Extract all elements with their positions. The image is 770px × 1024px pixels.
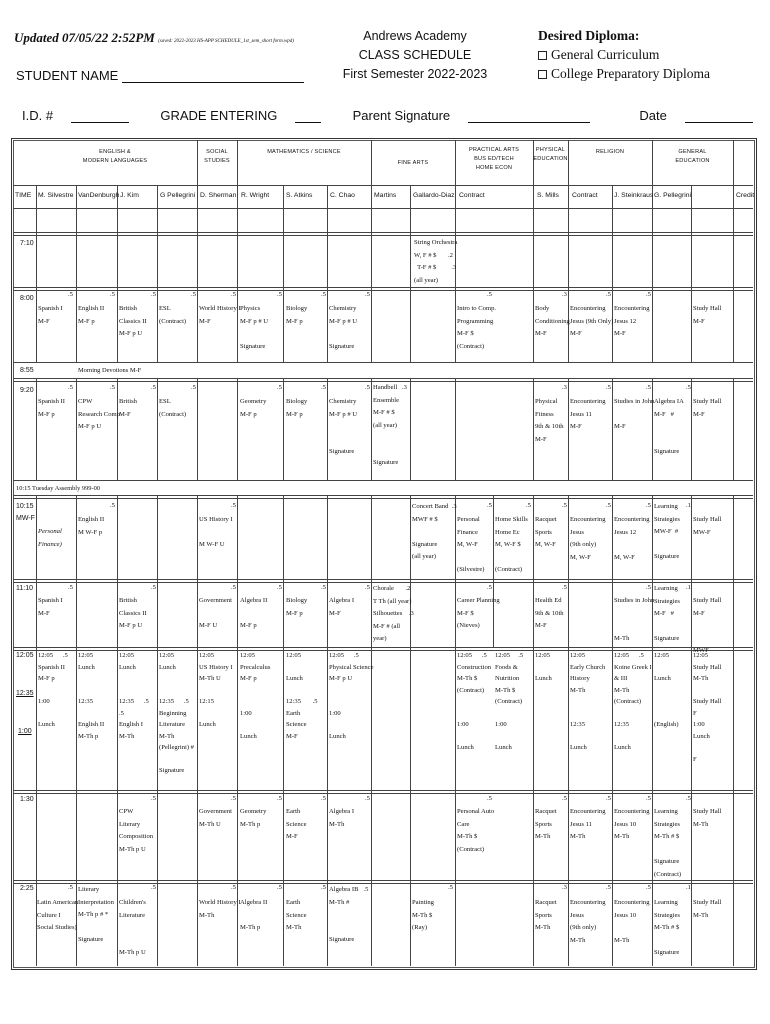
credit-mark: .5	[277, 584, 282, 591]
teacher-contract-2: Contract	[572, 192, 598, 199]
group-english: ENGLISH & MODERN LANGUAGES	[82, 149, 148, 164]
credit-mark: .5	[321, 584, 326, 591]
course-biology-2[interactable]: Biology M-F p	[286, 398, 308, 418]
updated-text: Updated 07/05/22 2:52PM	[14, 30, 155, 45]
time-1235: 12:35	[16, 690, 34, 697]
course-geometry[interactable]: Geometry M-F p	[240, 398, 267, 418]
course-personal-finance[interactable]: Personal Finance M, W-F (Silvestre)	[457, 516, 485, 573]
time-855: 8:55	[20, 367, 34, 374]
group-general-education: GENERAL EDUCATION	[675, 149, 710, 164]
credit-mark: .5	[191, 384, 196, 391]
time-710: 7:10	[20, 240, 34, 247]
morning-devotions: Morning Devotions M-F	[78, 367, 142, 374]
course-biology-3[interactable]: Biology M-F p	[286, 597, 308, 617]
teacher-martins: Martins	[374, 192, 397, 199]
course-world-history-pm[interactable]: World History I M-Th	[199, 899, 241, 919]
group-practical-arts: PRACTICAL ARTS BUS ED/TECH HOME ECON	[468, 147, 520, 171]
course-learning-strategies-3[interactable]: Learning Strategies M-Th # $ Signature (Contract)	[654, 808, 682, 878]
group-religion: RELIGION	[595, 149, 625, 155]
credit-mark: .5	[606, 384, 611, 391]
course-earth-science-pm[interactable]: Earth Science M-Th	[286, 899, 307, 931]
course-world-history[interactable]: World History I M-F	[199, 305, 241, 325]
credit-mark: .5	[448, 884, 453, 891]
credit-mark: .5	[191, 291, 196, 298]
credit-mark: .5	[487, 584, 492, 591]
course-encountering-jesus-9b[interactable]: Encountering Jesus (9th only) M, W-F	[570, 516, 606, 561]
student-name-field[interactable]: STUDENT NAME	[16, 68, 304, 83]
course-encountering-jesus-12b[interactable]: Encountering Jesus 12 M, W-F	[614, 516, 650, 561]
credit-mark: .5	[151, 884, 156, 891]
course-algebra-1b[interactable]: Algebra IB .5 M-Th # Signature	[329, 886, 369, 943]
col-credit: Credit	[736, 192, 755, 199]
course-chemistry-2[interactable]: Chemistry M-F p # U Signature	[329, 398, 358, 455]
credit-mark: .5	[526, 502, 531, 509]
course-literary-interpretation[interactable]: Literary Interpretation M-Th p # * Signature	[78, 886, 114, 943]
course-algebra-1-pm[interactable]: Algebra I M-Th	[329, 808, 355, 828]
course-encountering-jesus-9c[interactable]: Encountering Jesus (9th only) M-Th	[570, 899, 606, 944]
course-study-hall-4[interactable]: Study Hall M-F MWF	[693, 597, 722, 654]
course-british-classics-2[interactable]: British Classics II M-F p U	[119, 597, 147, 629]
col-time: TIME	[15, 192, 32, 199]
time-1205: 12:05	[16, 652, 34, 659]
course-learning-strategies-4[interactable]: Learning Strategies M-Th # $ Signature	[654, 899, 681, 956]
course-earth-science-noon[interactable]: 12:05 Lunch 12:35 .5 Earth Science M-F	[286, 652, 318, 740]
credit-mark: .1	[686, 502, 691, 509]
credit-mark: .5	[646, 584, 651, 591]
credit-mark: .5	[562, 584, 567, 591]
course-algebra-2-pm[interactable]: Algebra II M-Th p	[240, 899, 268, 931]
course-cpw-research[interactable]: CPW Research Comp M-F p U	[78, 398, 120, 430]
credit-mark: .5	[110, 291, 115, 298]
course-spanish-2-noon[interactable]: 12:05 .5 Spanish II M-F p 1:00 Lunch	[38, 652, 68, 728]
course-encountering-jesus-11b[interactable]: Encountering Jesus 11 M-Th	[570, 808, 606, 840]
credit-mark: .5	[231, 884, 236, 891]
credit-mark: .5	[277, 795, 282, 802]
updated-stamp	[14, 30, 294, 46]
diploma-college-prep[interactable]: College Preparatory Diploma	[538, 64, 710, 83]
course-studies-in-john[interactable]: Studies in John M-F	[614, 398, 655, 430]
course-childrens-literature[interactable]: Children's Literature M-Th p U	[119, 899, 146, 956]
course-encountering-jesus-11[interactable]: Encountering Jesus 11 M-F	[570, 398, 606, 430]
credit-mark: .5	[686, 795, 691, 802]
credit-mark: .5	[646, 884, 651, 891]
course-racquet-sports[interactable]: Racquet Sports M, W-F	[535, 516, 557, 548]
credit-mark: .5	[646, 291, 651, 298]
course-us-history[interactable]: US History I M W-F U	[199, 516, 233, 548]
credit-mark: .5	[231, 584, 236, 591]
time-1015-days: MW-F	[16, 515, 35, 522]
credit-mark: .5	[277, 291, 282, 298]
credit-mark: .5	[277, 384, 282, 391]
teacher-silvestre: M. Silvestre	[38, 192, 74, 199]
grade-field[interactable]: GRADE ENTERING	[160, 108, 335, 123]
course-home-skills[interactable]: Home Skills Home Ec M, W-F $ (Contract)	[495, 516, 528, 573]
credit-mark: .5	[606, 884, 611, 891]
course-studies-in-john-2[interactable]: Studies in John M-Th	[614, 597, 655, 642]
course-physical-science[interactable]: 12:05 .5 Physical Science M-F p U 1:00 Lunch	[329, 652, 374, 740]
course-spanish-1b[interactable]: Spanish I M-F	[38, 597, 63, 617]
course-body-conditioning[interactable]: Body Conditioning M-F	[535, 305, 570, 337]
time-225: 2:25	[20, 885, 34, 892]
teacher-gallardo-diaz: Gallardo-Diaz	[413, 192, 455, 199]
credit-mark: .5	[277, 884, 282, 891]
checkbox[interactable]	[538, 70, 547, 79]
credit-mark: .5	[487, 502, 492, 509]
course-spanish-1[interactable]: Spanish I M-F	[38, 305, 63, 325]
teacher-contract: Contract	[459, 192, 485, 199]
credit-mark: .5	[68, 884, 73, 891]
parent-signature-field[interactable]: Parent Signature	[353, 108, 604, 123]
course-string-orchestra[interactable]: String Orchestra W, F # $ .2 T-F # $ .3 (all year)	[414, 239, 458, 284]
course-study-hall-2[interactable]: Study Hall M-F	[693, 398, 722, 418]
credit-mark: .5	[231, 795, 236, 802]
date-field[interactable]: Date	[639, 108, 766, 123]
course-lunch-gen[interactable]: 12:05 Lunch (English)	[654, 652, 679, 728]
credit-mark: .5	[562, 502, 567, 509]
credit-mark: .5	[365, 291, 370, 298]
credit-mark: .5	[686, 384, 691, 391]
course-racquet-sports-2[interactable]: Racquet Sports M-Th	[535, 808, 557, 840]
course-us-history-noon[interactable]: 12:05 US History I M-Th U 12:15 Lunch	[199, 652, 233, 728]
course-algebra-1[interactable]: Algebra I M-F	[329, 597, 355, 617]
diploma-options	[538, 26, 710, 83]
checkbox[interactable]	[538, 51, 547, 60]
teacher-pellegrini-2: G. Pellegrini	[654, 192, 692, 199]
course-career-planning[interactable]: Career Planning M-F $ (Nieves)	[457, 597, 500, 629]
credit-mark: .5	[321, 291, 326, 298]
credit-mark: .3	[562, 291, 567, 298]
credit-mark: .5	[151, 291, 156, 298]
credit-mark: .5	[110, 384, 115, 391]
course-health-ed[interactable]: Health Ed 9th & 10th M-F	[535, 597, 564, 629]
credit-mark: .3	[562, 384, 567, 391]
course-english-2-mwf[interactable]: English II M W-F p	[78, 516, 105, 536]
credit-mark: .5	[68, 584, 73, 591]
course-personal-auto-care[interactable]: Personal Auto Care M-Th $ (Contract)	[457, 808, 495, 853]
time-800: 8:00	[20, 295, 34, 302]
teacher-pellegrini: G Pellegrini	[160, 192, 196, 199]
diploma-title: Desired Diploma:	[538, 28, 640, 43]
credit-mark: .1	[686, 884, 691, 891]
credit-mark: .5	[365, 795, 370, 802]
credit-mark: .5	[110, 502, 115, 509]
course-english-2[interactable]: English II M-F p	[78, 305, 105, 325]
credit-mark: .5	[151, 795, 156, 802]
credit-mark: .5	[487, 795, 492, 802]
group-physical-education: PHYSICAL EDUCATION	[533, 147, 568, 162]
student-name-line[interactable]	[122, 70, 304, 83]
id-row	[22, 108, 770, 123]
course-spanish-2[interactable]: Spanish II M-F p	[38, 398, 65, 418]
time-100: 1:00	[18, 728, 32, 735]
teacher-sherman: D. Sherman	[200, 192, 237, 199]
course-earth-science[interactable]: Earth Science M-F	[286, 808, 307, 840]
course-latin-american-culture[interactable]: Latin American Culture I Social Studies)	[37, 899, 79, 931]
credit-mark: .5	[606, 291, 611, 298]
group-math-science: MATHEMATICS / SCIENCE	[267, 149, 341, 155]
course-encountering-jesus-10b[interactable]: Encountering Jesus 10 M-Th	[614, 899, 650, 944]
credit-mark: .3	[402, 384, 407, 391]
time-1015: 10:15	[16, 503, 34, 510]
course-british[interactable]: British M-F	[119, 398, 137, 418]
course-esl-2[interactable]: ESL (Contract)	[159, 398, 187, 418]
credit-mark: .5	[151, 384, 156, 391]
credit-mark: .5	[68, 291, 73, 298]
credit-mark: .3	[562, 884, 567, 891]
teacher-vandenburgh: VanDenburgh	[78, 192, 120, 199]
credit-mark: .1	[686, 584, 691, 591]
teacher-mills: S. Mills	[537, 192, 559, 199]
course-study-hall-noon[interactable]: 12:05 Study Hall M-Th Study Hall F 1:00 Lunch F	[693, 652, 722, 763]
saved-file: (saved: 2022-2023 HS-APP SCHEDULE_1st_sem_short form.wpd)	[158, 39, 294, 44]
course-algebra-1a[interactable]: Algebra IA M-F # Signature	[654, 398, 684, 455]
course-intro-comp[interactable]: Intro to Comp. Programming M-F $ (Contract)	[457, 305, 497, 350]
group-social-studies: SOCIAL STUDIES	[204, 149, 230, 164]
course-racquet-sports-3[interactable]: Racquet Sports M-Th	[535, 899, 557, 931]
teacher-steinkraus: J. Steinkraus	[614, 192, 654, 199]
tuesday-assembly: 10:15 Tuesday Assembly 999-00	[16, 485, 100, 492]
course-chemistry[interactable]: Chemistry M-F p # U Signature	[329, 305, 358, 350]
credit-mark: .5	[231, 291, 236, 298]
time-920: 9:20	[20, 387, 34, 394]
time-1110: 11:10	[16, 585, 33, 592]
course-construction[interactable]: 12:05 .5 Construction M-Th $ (Contract) 1:00 Lunch	[457, 652, 492, 751]
doc-title: CLASS SCHEDULE	[358, 48, 472, 62]
course-encountering-jesus-12[interactable]: Encountering Jesus 12 M-F	[614, 305, 650, 337]
course-beginning-literature[interactable]: 12:05 Lunch 12:35 .5 Beginning Literature M-Th (Pellegrini) # Signature	[159, 652, 194, 774]
course-early-church-history[interactable]: 12:05 Early Church History M-Th 12:35 Lunch	[570, 652, 606, 751]
credit-mark: .5	[646, 502, 651, 509]
course-geometry-2[interactable]: Geometry M-Th p	[240, 808, 267, 828]
course-painting[interactable]: Painting M-Th $ (Ray)	[412, 899, 434, 931]
teacher-chao: C. Chao	[330, 192, 355, 199]
diploma-general[interactable]: General Curriculum	[538, 45, 710, 64]
course-foods-nutrition[interactable]: 12:05 .5 Foods & Nutrition M-Th $ (Contract) 1:00 Lunch	[495, 652, 524, 751]
course-esl[interactable]: ESL (Contract)	[159, 305, 187, 325]
course-biology[interactable]: Biology M-F p	[286, 305, 308, 325]
course-learning-strategies-2[interactable]: Learning Strategies M-F # Signature	[654, 585, 681, 642]
group-fine-arts: FINE ARTS	[397, 160, 429, 166]
course-concert-band[interactable]: Concert Band .3 MWF # $ Signature (all year)	[412, 503, 457, 560]
credit-mark: .5	[606, 502, 611, 509]
credit-mark: .5	[321, 795, 326, 802]
course-handbell[interactable]: Handbell Ensemble M-F # $ (all year) Signature	[373, 384, 400, 466]
credit-mark: .5	[365, 384, 370, 391]
course-english-2-noon[interactable]: 12:05 Lunch 12:35 English II M-Th p	[78, 652, 105, 740]
credit-mark: .5	[321, 384, 326, 391]
course-lunch-pe[interactable]: 12:05 Lunch	[535, 652, 552, 682]
course-physical-fitness[interactable]: Physical Fitness 9th & 10th M-F	[535, 398, 564, 443]
credit-mark: .5	[321, 884, 326, 891]
course-physics[interactable]: Physics M-F p # U Signature	[240, 305, 269, 350]
course-english-1-noon[interactable]: 12:05 Lunch 12:35 .5 .5 English I M-Th	[119, 652, 149, 740]
credit-mark: .5	[562, 795, 567, 802]
course-learning-strategies[interactable]: Learning Strategies MW-F # Signature	[654, 503, 681, 560]
credit-mark: .5	[646, 384, 651, 391]
course-government-2[interactable]: Government M-Th U	[199, 808, 232, 828]
course-government[interactable]: Government M-F U	[199, 597, 232, 629]
credit-mark: .5	[646, 795, 651, 802]
credit-mark: .5	[231, 502, 236, 509]
school-name: Andrews Academy	[363, 29, 467, 43]
teacher-kim: J. Kim	[120, 192, 139, 199]
course-chorale[interactable]: Chorale .2 T Th (all year) Silhouettes .3 M-F # (all year)	[373, 585, 414, 642]
course-algebra-2[interactable]: Algebra II M-F p	[240, 597, 268, 629]
credit-mark: .5	[151, 584, 156, 591]
credit-mark: .5	[68, 384, 73, 391]
term-title: First Semester 2022-2023	[342, 67, 488, 81]
teacher-atkins: S. Atkins	[286, 192, 313, 199]
course-study-hall-6[interactable]: Study Hall M-Th	[693, 899, 722, 919]
course-study-hall[interactable]: Study Hall M-F	[693, 305, 722, 325]
course-cpw-literary[interactable]: CPW Literary Composition M-Th p U	[119, 808, 154, 853]
teacher-wright: R. Wright	[241, 192, 270, 199]
course-encountering-jesus-9[interactable]: Encountering Jesus (9th Only) M-F	[570, 305, 614, 337]
id-field[interactable]: I.D. #	[22, 108, 143, 123]
time-130: 1:30	[20, 796, 34, 803]
course-precalculus[interactable]: 12:05 Precalculus M-F p 1:00 Lunch	[240, 652, 271, 740]
course-study-hall-5[interactable]: Study Hall M-Th	[693, 808, 722, 828]
course-british-classics[interactable]: British Classics II M-F p U	[119, 305, 147, 337]
course-study-hall-3[interactable]: Study Hall MW-F	[693, 516, 722, 536]
credit-mark: .5	[606, 795, 611, 802]
credit-mark: .5	[365, 584, 370, 591]
credit-mark: .5	[487, 291, 492, 298]
course-encountering-jesus-10[interactable]: Encountering Jesus 10 M-Th	[614, 808, 650, 840]
course-koine-greek[interactable]: 12:05 .5 Koine Greek I & III M-Th (Contract) 12:35 Lunch	[614, 652, 652, 751]
course-personal-finance-note[interactable]: Personal Finance)	[38, 528, 62, 548]
